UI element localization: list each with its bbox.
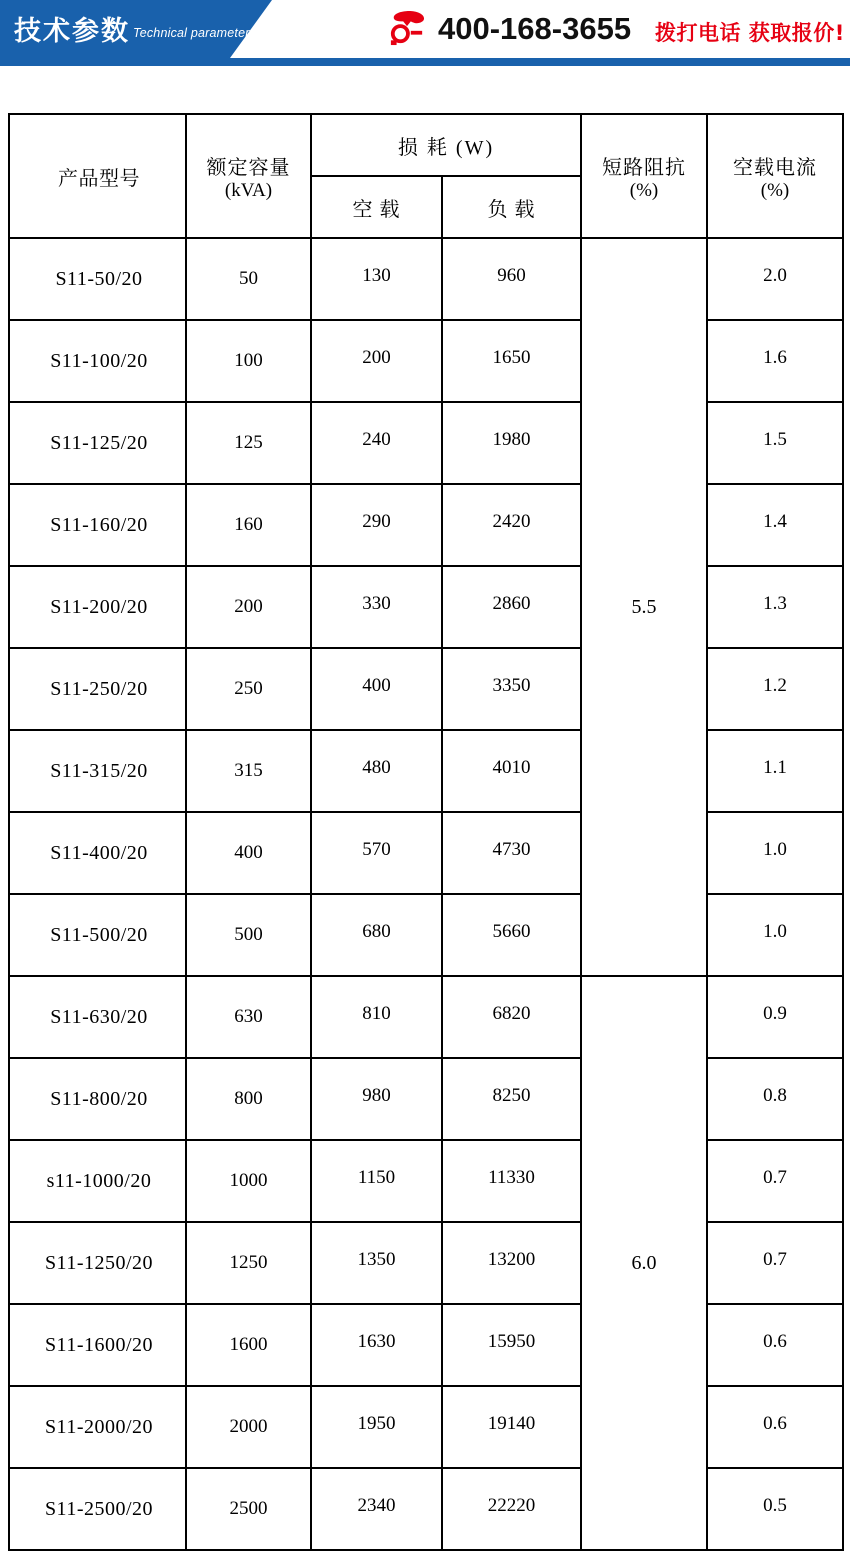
cell-model: S11-100/20 [9,320,186,402]
cell-model: S11-800/20 [9,1058,186,1140]
cell-capacity: 315 [186,730,311,812]
cell-no-load-loss: 980 [311,1058,442,1140]
th-load-loss: 负 载 [442,176,581,238]
table-head [9,114,843,238]
table-row [9,566,843,648]
cell-load-loss: 6820 [442,976,581,1058]
cell-no-load-current: 1.6 [707,320,843,402]
cell-no-load-current: 1.2 [707,648,843,730]
cell-no-load-loss: 570 [311,812,442,894]
page-title-en: Technical parameter [133,26,250,40]
th-capacity [186,114,311,238]
cell-load-loss: 5660 [442,894,581,976]
cell-no-load-loss: 130 [311,238,442,320]
header-underline [0,58,850,66]
cell-load-loss: 19140 [442,1386,581,1468]
cell-model: S11-2000/20 [9,1386,186,1468]
th-impedance [581,114,707,238]
cell-capacity: 400 [186,812,311,894]
cell-capacity: 50 [186,238,311,320]
cell-no-load-loss: 2340 [311,1468,442,1550]
table-body [9,238,843,1550]
cell-no-load-current: 0.7 [707,1222,843,1304]
cell-capacity: 100 [186,320,311,402]
cell-no-load-current: 0.9 [707,976,843,1058]
cell-no-load-loss: 1150 [311,1140,442,1222]
telephone-icon [388,10,426,46]
spec-table-container [8,113,842,1551]
th-no-load-current [707,114,843,238]
cell-load-loss: 13200 [442,1222,581,1304]
table-row [9,730,843,812]
table-row [9,1140,843,1222]
cell-load-loss: 960 [442,238,581,320]
table-row [9,1468,843,1550]
table-row [9,402,843,484]
table-row [9,320,843,402]
cell-model: S11-400/20 [9,812,186,894]
cell-no-load-current: 0.6 [707,1304,843,1386]
th-loss-group: 损 耗 (W) [311,114,581,176]
cell-model: S11-125/20 [9,402,186,484]
cell-model: S11-315/20 [9,730,186,812]
cell-no-load-current: 0.6 [707,1386,843,1468]
cell-no-load-current: 1.0 [707,894,843,976]
cell-model: S11-250/20 [9,648,186,730]
cell-model: S11-160/20 [9,484,186,566]
table-row [9,1222,843,1304]
table-header-row-1 [9,114,843,176]
cell-model: S11-1250/20 [9,1222,186,1304]
cell-load-loss: 1980 [442,402,581,484]
th-capacity-unit: (kVA) [224,179,273,201]
call-to-action-text: 拨打电话 获取报价! [655,21,845,45]
cell-capacity: 1600 [186,1304,311,1386]
cell-capacity: 200 [186,566,311,648]
cell-model: S11-200/20 [9,566,186,648]
cell-no-load-current: 1.3 [707,566,843,648]
table-row [9,1386,843,1468]
th-no-load-current-unit: (%) [760,179,790,201]
cell-no-load-current: 0.5 [707,1468,843,1550]
cell-no-load-current: 1.1 [707,730,843,812]
cell-no-load-current: 0.7 [707,1140,843,1222]
cell-capacity: 800 [186,1058,311,1140]
cell-model: S11-50/20 [9,238,186,320]
table-row [9,238,843,320]
cell-no-load-loss: 240 [311,402,442,484]
cell-model: s11-1000/20 [9,1140,186,1222]
table-row [9,484,843,566]
cell-load-loss: 4730 [442,812,581,894]
cell-capacity: 250 [186,648,311,730]
cell-load-loss: 22220 [442,1468,581,1550]
table-row [9,1058,843,1140]
table-row [9,976,843,1058]
th-impedance-unit: (%) [629,179,659,201]
cell-load-loss: 8250 [442,1058,581,1140]
cell-no-load-loss: 200 [311,320,442,402]
cell-capacity: 630 [186,976,311,1058]
cell-no-load-loss: 1350 [311,1222,442,1304]
cell-no-load-current: 1.5 [707,402,843,484]
cell-load-loss: 2420 [442,484,581,566]
cell-no-load-loss: 680 [311,894,442,976]
th-impedance-label: 短路阻抗 [602,154,687,179]
th-model: 产品型号 [9,114,186,238]
th-capacity-label: 额定容量 [206,154,291,179]
specification-table [8,113,844,1551]
cell-model: S11-1600/20 [9,1304,186,1386]
cell-capacity: 1000 [186,1140,311,1222]
cell-no-load-loss: 1950 [311,1386,442,1468]
cell-capacity: 500 [186,894,311,976]
cell-no-load-loss: 330 [311,566,442,648]
cell-capacity: 125 [186,402,311,484]
cell-capacity: 2500 [186,1468,311,1550]
table-row [9,812,843,894]
th-no-load-current-label: 空载电流 [733,154,818,179]
cell-no-load-current: 1.0 [707,812,843,894]
cell-no-load-loss: 290 [311,484,442,566]
cell-no-load-loss: 810 [311,976,442,1058]
cell-model: S11-2500/20 [9,1468,186,1550]
phone-number[interactable]: 400-168-3655 [438,11,632,46]
cell-load-loss: 4010 [442,730,581,812]
cell-no-load-loss: 400 [311,648,442,730]
cell-no-load-current: 2.0 [707,238,843,320]
cell-no-load-loss: 1630 [311,1304,442,1386]
cell-load-loss: 1650 [442,320,581,402]
cell-load-loss: 3350 [442,648,581,730]
cell-impedance: 6.0 [581,976,707,1550]
cell-capacity: 160 [186,484,311,566]
cell-model: S11-500/20 [9,894,186,976]
cell-load-loss: 11330 [442,1140,581,1222]
th-no-load-loss: 空 载 [311,176,442,238]
cell-load-loss: 15950 [442,1304,581,1386]
cell-no-load-loss: 480 [311,730,442,812]
cell-no-load-current: 0.8 [707,1058,843,1140]
cell-model: S11-630/20 [9,976,186,1058]
cell-load-loss: 2860 [442,566,581,648]
cell-impedance: 5.5 [581,238,707,976]
cell-capacity: 1250 [186,1222,311,1304]
cell-capacity: 2000 [186,1386,311,1468]
page-title-cn: 技术参数 [14,16,130,47]
page-header [0,0,850,66]
table-row [9,1304,843,1386]
cell-no-load-current: 1.4 [707,484,843,566]
table-row [9,894,843,976]
table-row [9,648,843,730]
